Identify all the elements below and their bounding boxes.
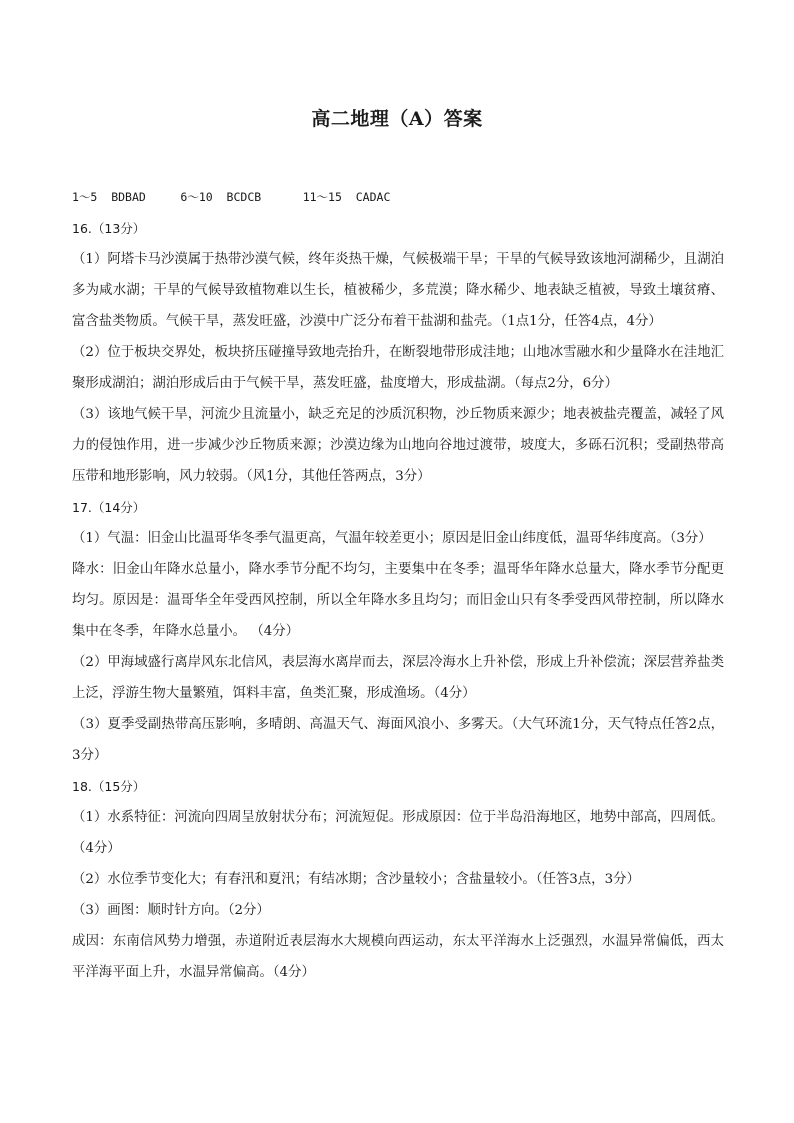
- question-18-part-2: （2）水位季节变化大；有春汛和夏汛；有结冰期；含沙量较小；含盐量较小。（任答3点，3分）: [72, 872, 640, 887]
- question-17-part-2: （2）甲海域盛行离岸风东北信风，表层海水离岸而去，深层冷海水上升补偿，形成上升补偿流；深层营养盐类上泛，浮游生物大量繁殖，饵料丰富，鱼类汇聚，形成渔场。（4分）: [72, 655, 724, 701]
- question-16-part-3: （3）该地气候干旱，河流少且流量小，缺乏充足的沙质沉积物，沙丘物质来源少；地表被盐壳覆盖，减轻了风力的侵蚀作用，进一步减少沙丘物质来源；沙漠边缘为山地向谷地过渡带，坡度大，多砾石沉积；受副热带高压带和地形影响，风力较弱。（风1分，其他任答两点，3分）: [72, 407, 724, 484]
- question-17-heading: 17.（14分）: [72, 500, 146, 515]
- page-title: 高二地理（A）答案: [311, 108, 483, 130]
- answer-content: [72, 182, 724, 988]
- question-18-heading: 18.（15分）: [72, 779, 146, 794]
- question-16-part-1: （1）阿塔卡马沙漠属于热带沙漠气候，终年炎热干燥，气候极端干旱；干旱的气候导致该地河湖稀少，且湖泊多为咸水湖；干旱的气候导致植物难以生长，植被稀少，多荒漠；降水稀少、地表缺乏植被，导致土壤贫瘠、富含盐类物质。气候干旱，蒸发旺盛，沙漠中广泛分布着干盐湖和盐壳。（1点1分，任答4点，4分）: [72, 252, 724, 329]
- question-16-part-2: （2）位于板块交界处，板块挤压碰撞导致地壳抬升，在断裂地带形成洼地；山地冰雪融水和少量降水在洼地汇聚形成湖泊；湖泊形成后由于气候干旱，蒸发旺盛，盐度增大，形成盐湖。（每点2分，6分）: [72, 345, 724, 391]
- question-18-part-3: （3）画图：顺时针方向。（2分）: [72, 903, 270, 918]
- question-17-part-3: （3）夏季受副热带高压影响，多晴朗、高温天气、海面风浪小、多雾天。（大气环流1分，天气特点任答2点，3分）: [72, 717, 724, 763]
- multiple-choice-answers: 1～5 BDBAD 6～10 BCDCB 11～15 CADAC: [72, 190, 391, 204]
- question-18-part-3-cause: 成因：东南信风势力增强，赤道附近表层海水大规模向西运动，东太平洋海水上泛强烈，水温异常偏低，西太平洋海平面上升，水温异常偏高。（4分）: [72, 934, 724, 980]
- question-18-part-1: （1）水系特征：河流向四周呈放射状分布；河流短促。形成原因：位于半岛沿海地区，地势中部高，四周低。（4分）: [72, 810, 724, 856]
- question-16-heading: 16.（13分）: [72, 221, 146, 236]
- question-17-part-1-temperature: （1）气温：旧金山比温哥华冬季气温更高，气温年较差更小；原因是旧金山纬度低，温哥华纬度高。（3分）: [72, 531, 712, 546]
- question-17-part-1-precipitation: 降水：旧金山年降水总量小，降水季节分配不均匀，主要集中在冬季；温哥华年降水总量大，降水季节分配更均匀。原因是：温哥华全年受西风控制，所以全年降水多且均匀；而旧金山只有冬季受西风带控制，所以降水集中在冬季，年降水总量小。 （4分）: [72, 562, 724, 639]
